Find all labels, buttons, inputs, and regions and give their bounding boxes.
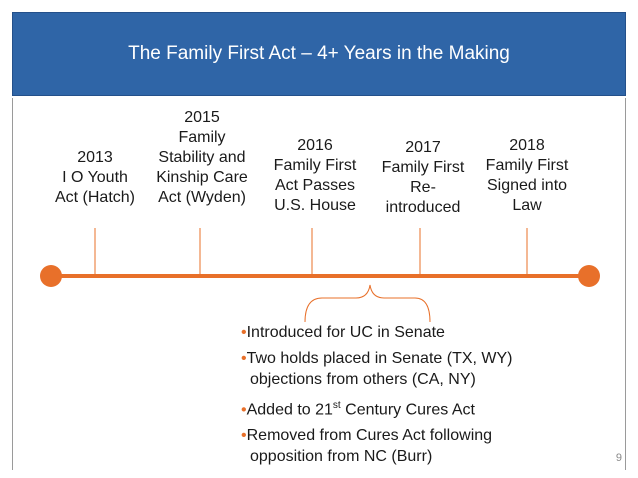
event-line: U.S. House <box>274 197 356 214</box>
note-text-post: Century Cures Act <box>340 401 475 419</box>
note-text: Removed from Cures Act following opposition from NC (Burr) <box>246 427 493 466</box>
event-line: Family First <box>381 159 465 176</box>
event-line: Family <box>178 129 226 146</box>
event-year: 2013 <box>77 149 113 166</box>
event-line: Stability and <box>158 149 246 166</box>
bullet-icon: • <box>241 427 247 445</box>
note-text: Two holds placed in Senate (TX, WY) objections from others (CA, NY) <box>246 350 513 388</box>
event-line: Act (Hatch) <box>54 189 135 206</box>
event-line: Act (Wyden) <box>158 189 246 206</box>
event-line: Family First <box>485 157 569 174</box>
bullet-icon: • <box>241 324 247 341</box>
slide-title: The Family First Act – 4+ Years in the Making <box>128 43 510 64</box>
event-year: 2018 <box>509 137 545 154</box>
event-line: Signed into <box>486 177 568 194</box>
page-number: 9 <box>615 452 622 464</box>
event-line: Family First <box>273 157 357 174</box>
note-text: Introduced for UC in Senate <box>246 324 445 341</box>
event-2018 <box>472 136 582 216</box>
event-year: 2015 <box>184 109 220 126</box>
note-superscript: st <box>332 400 341 411</box>
event-line: Law <box>512 197 542 214</box>
timeline-start-marker <box>40 265 62 287</box>
timeline-end-marker <box>578 265 600 287</box>
event-2013 <box>40 148 150 208</box>
event-line: Re- <box>410 179 436 196</box>
bullet-icon: • <box>241 350 247 367</box>
note-item <box>241 322 561 343</box>
event-year: 2016 <box>297 137 333 154</box>
event-line: I O Youth <box>62 169 128 186</box>
event-line: Act Passes <box>274 177 356 194</box>
senate-notes <box>241 322 561 472</box>
event-line: Kinship Care <box>156 169 248 186</box>
note-item <box>241 348 561 390</box>
note-item <box>241 395 561 420</box>
event-2016 <box>260 136 370 216</box>
senate-brace <box>305 285 430 322</box>
bullet-icon: • <box>241 401 247 419</box>
event-2015 <box>147 108 257 208</box>
event-year: 2017 <box>405 139 441 156</box>
event-line: introduced <box>385 199 461 216</box>
note-item <box>241 425 561 467</box>
note-text-pre: Added to 21 <box>246 401 333 419</box>
event-2017 <box>368 138 478 218</box>
